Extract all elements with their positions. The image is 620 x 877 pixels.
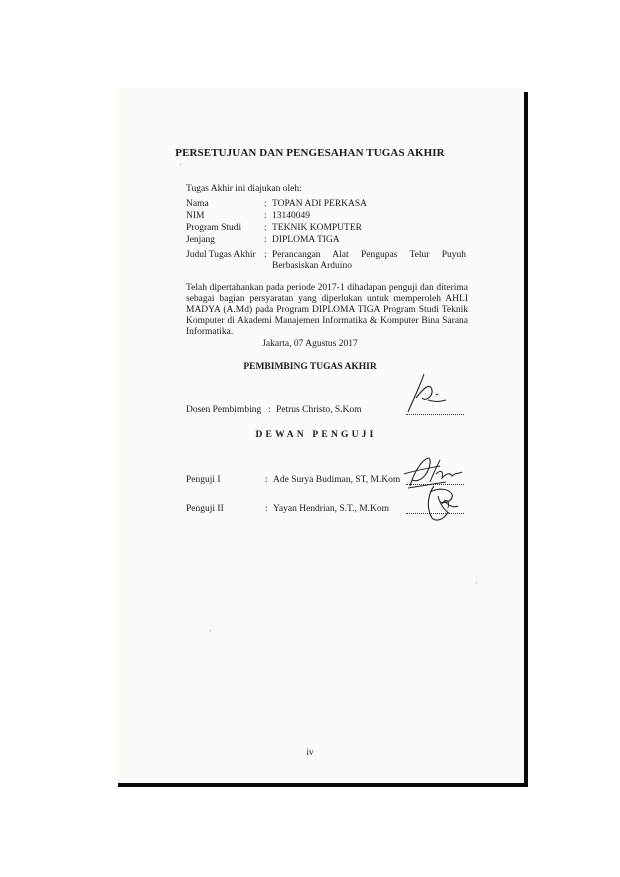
field-colon: :	[264, 250, 267, 260]
supervisor-name: Petrus Christo, S.Kom	[276, 405, 362, 415]
field-label-nim: NIM	[186, 211, 205, 221]
examiner-2-signature	[418, 482, 464, 524]
field-value-program-studi: TEKNIK KOMPUTER	[272, 223, 362, 233]
examiner-2-name: Yayan Hendrian, S.T., M.Kom	[273, 504, 390, 514]
field-colon: :	[264, 211, 267, 221]
supervisor-heading: PEMBIMBING TUGAS AKHIR	[243, 362, 377, 372]
intro-text: Tugas Akhir ini diajukan oleh:	[186, 184, 302, 194]
supervisor-colon: :	[268, 405, 271, 415]
field-value-jenjang: DIPLOMA TIGA	[272, 235, 340, 245]
field-label-judul: Judul Tugas Akhir	[186, 250, 256, 260]
approval-paragraph: Telah dipertahankan pada periode 2017-1 dihadapan penguji dan diterima sebagai bagian persyaratan yang diperlukan untuk memperoleh AHLI MADYA (A.Md) pada Program DIPLOMA TIGA Program Studi Teknik Komputer di Akademi Manajemen Informatika & Komputer Bina Sarana Informatika.	[186, 283, 468, 337]
document-title: PERSETUJUAN DAN PENGESAHAN TUGAS AKHIR	[175, 147, 445, 159]
scan-edge-bottom	[118, 783, 528, 787]
examiner-2-label: Penguji II	[186, 504, 224, 514]
examiner-1-name: Ade Surya Budiman, ST, M.Kom	[273, 475, 401, 485]
field-colon: :	[264, 199, 267, 209]
field-label-jenjang: Jenjang	[186, 235, 216, 245]
examiner-1-label: Penguji I	[186, 475, 221, 485]
scan-speck	[476, 582, 477, 583]
scan-speck	[180, 164, 181, 165]
field-colon: :	[264, 223, 267, 233]
field-value-nama: TOPAN ADI PERKASA	[272, 199, 368, 209]
board-heading: DEWAN PENGUJI	[255, 430, 377, 440]
field-value-judul: Perancangan Alat Pengupas Telur Puyuh Berbasiskan Arduino	[272, 250, 466, 271]
examiner-colon: :	[265, 475, 268, 485]
supervisor-signature	[402, 368, 452, 418]
page-number: iv	[306, 747, 314, 757]
field-value-nim: 13140049	[272, 211, 310, 221]
scan-speck	[210, 630, 211, 631]
field-label-nama: Nama	[186, 199, 209, 209]
supervisor-label: Dosen Pembimbing	[186, 405, 262, 415]
field-colon: :	[264, 235, 267, 245]
field-label-program-studi: Program Studi	[186, 223, 242, 233]
examiner-colon: :	[265, 504, 268, 514]
place-date: Jakarta, 07 Agustus 2017	[262, 339, 358, 349]
